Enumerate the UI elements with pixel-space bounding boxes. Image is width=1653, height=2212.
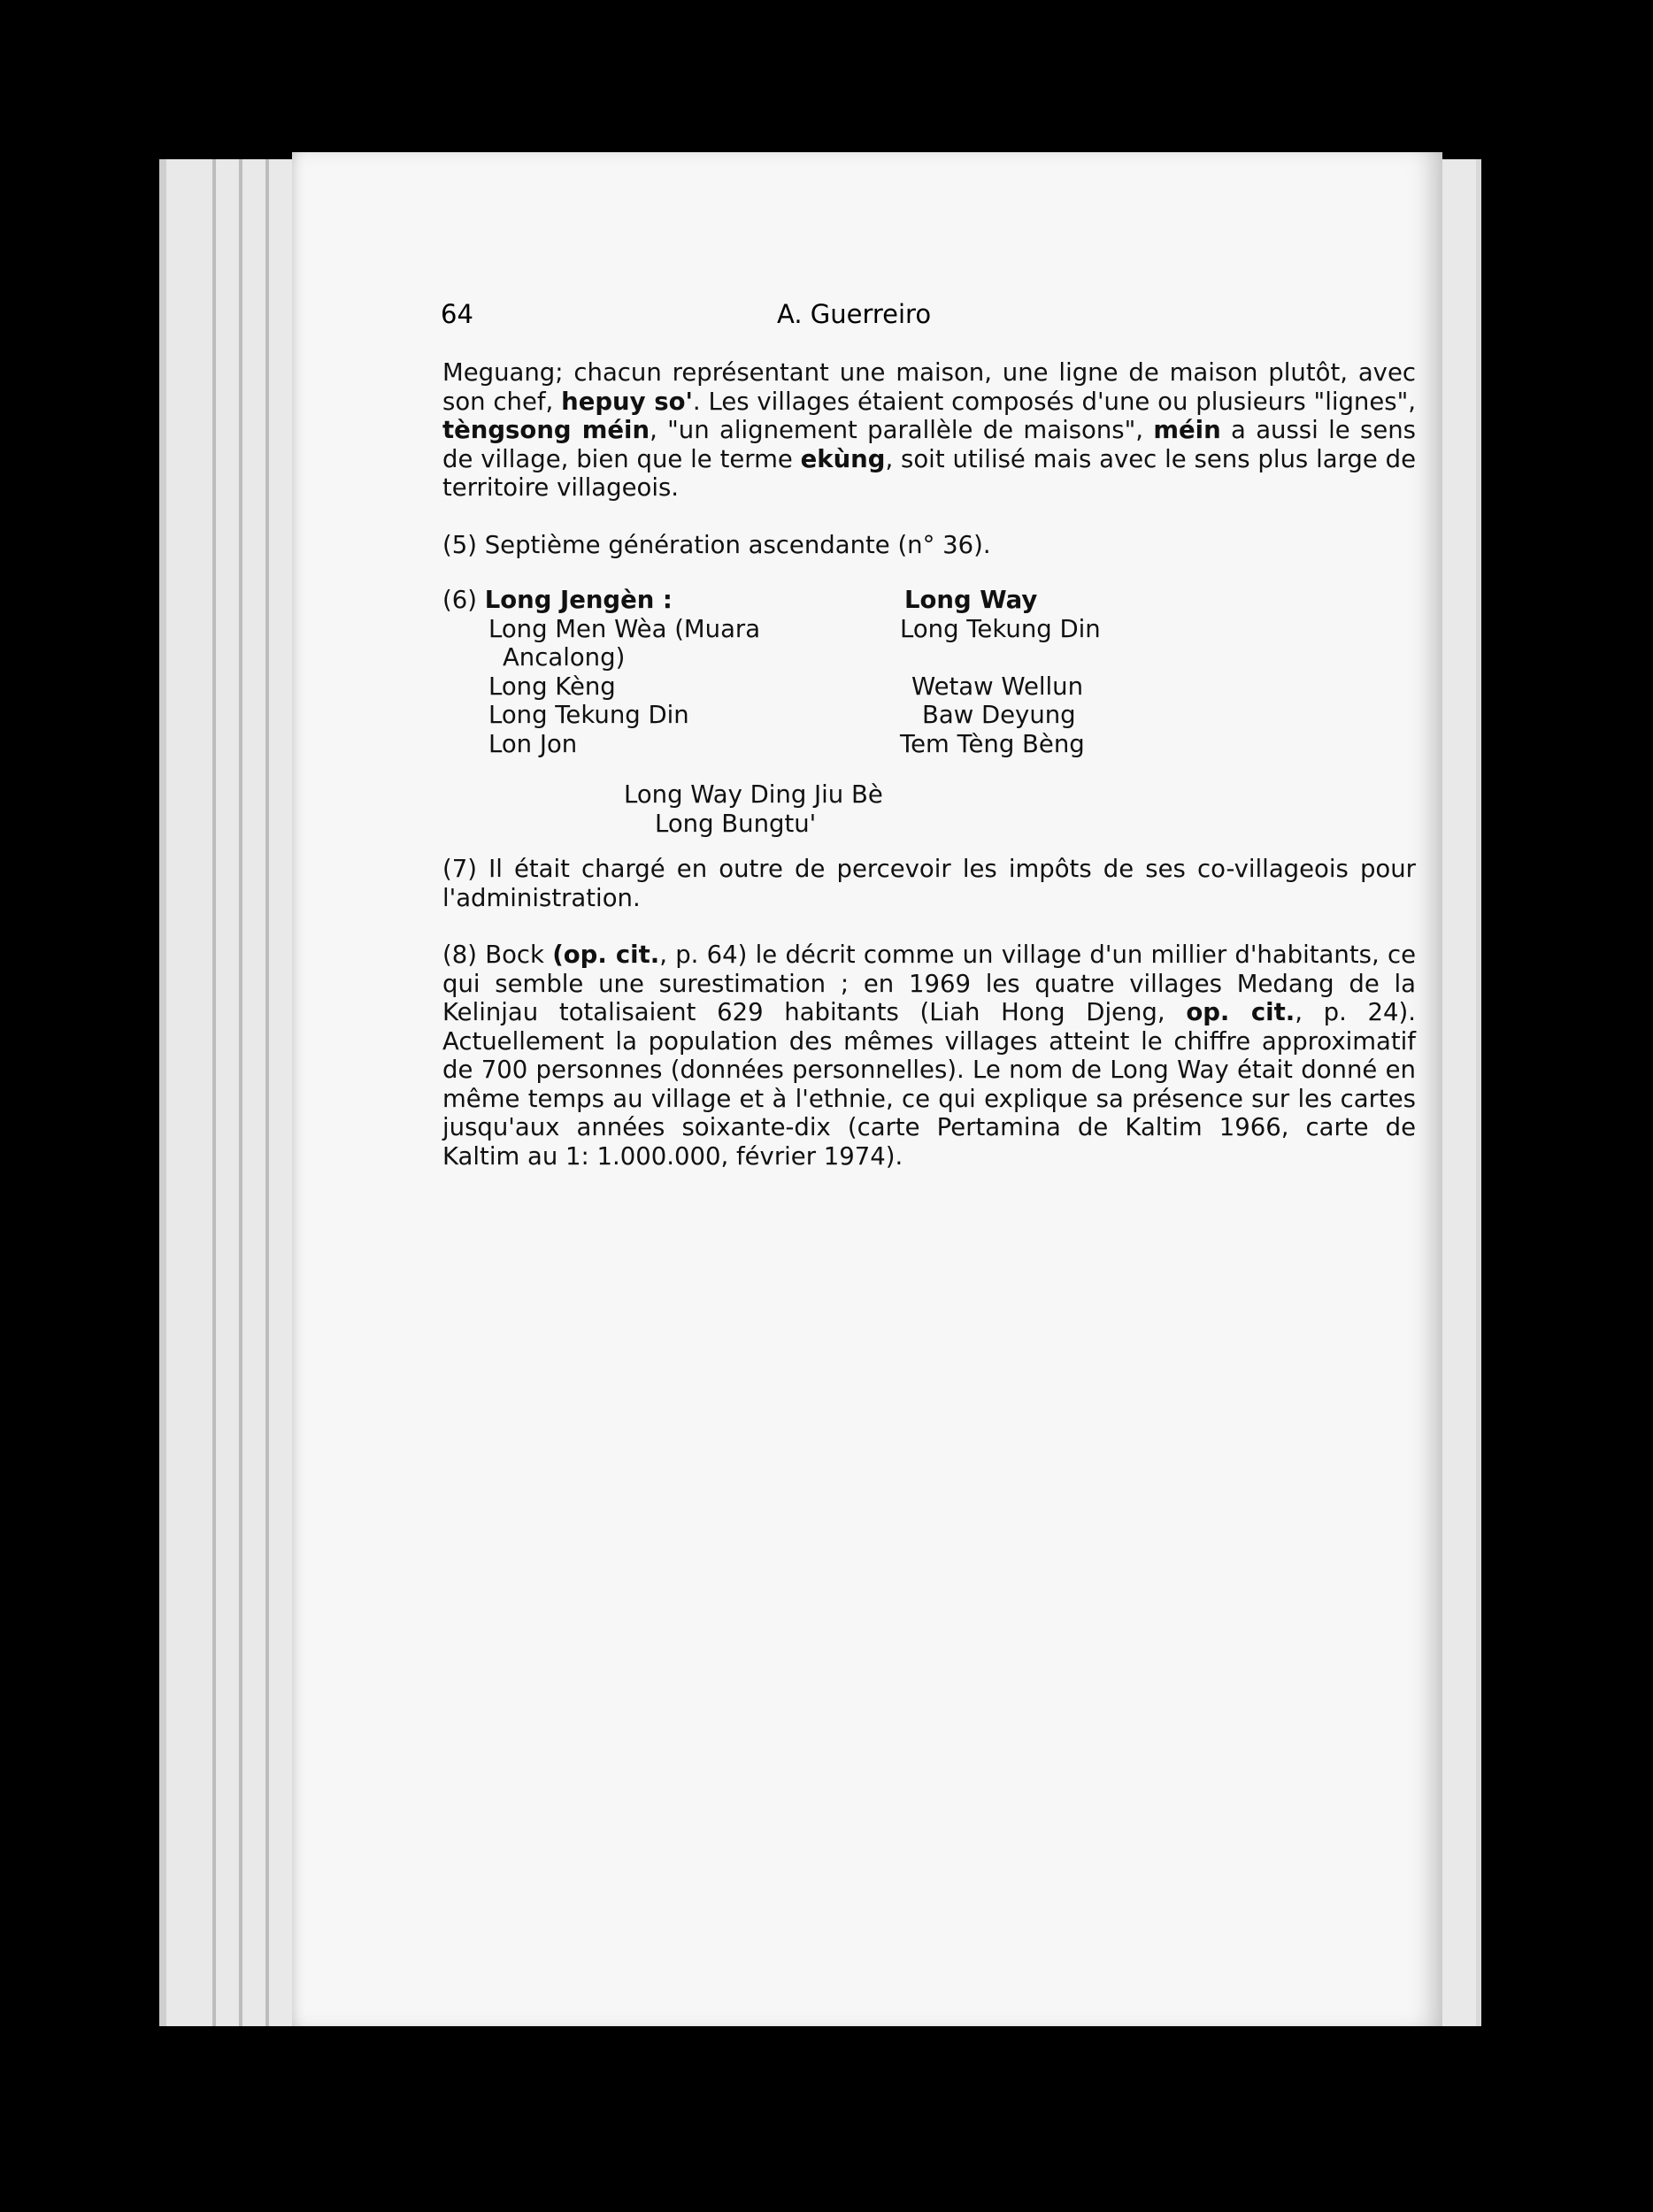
note-6-prefix: (6): [442, 586, 485, 614]
note-6-bottom: [442, 780, 1416, 838]
term-hepuy-so: hepuy so': [561, 387, 693, 416]
term-tengsong-mein: tèngsong méin: [442, 416, 650, 444]
text-run: , p. 24). Actuellement la population des mêmes villages atteint le chiffre approximatif de 700 personnes (données personnelles). Le nom de Long Way était donné en même temps au village et à l'ethnie, ce qui explique sa présence sur les cartes jusqu'aux années soixante-dix (carte Pertamina de Kaltim 1966, carte de Kaltim au 1: 1.000.000, février 1974).: [442, 998, 1416, 1171]
village-item: Tem Tèng Bèng: [900, 729, 1085, 758]
village-item: Long Bungtu': [655, 809, 817, 838]
village-item: Wetaw Wellun: [911, 672, 1084, 701]
village-item: Long Way Ding Jiu Bè: [624, 780, 883, 809]
note-6-left-title: [442, 586, 885, 615]
text-run: , "un alignement parallèle de maisons",: [650, 416, 1154, 444]
term-ekung: ekùng: [800, 444, 886, 473]
op-cit: (op. cit.: [552, 941, 660, 969]
village-item: Long Kèng: [488, 672, 616, 701]
page-number: 64: [441, 299, 473, 329]
text-run: , soit utilisé mais avec le sens plus large de territoire villageois.: [442, 444, 1416, 502]
long-way-title: Long Way: [904, 586, 1038, 614]
village-item: Ancalong): [503, 643, 626, 672]
spacer: [900, 643, 1254, 672]
note-6: [442, 586, 1416, 851]
note-5: (5) Septième génération ascendante (n° 36).: [442, 530, 991, 559]
page-edge: [212, 159, 216, 2026]
village-item: Lon Jon: [488, 729, 578, 758]
op-cit: op. cit.: [1186, 998, 1295, 1026]
page-edge: [239, 159, 242, 2026]
note-7: (7) Il était chargé en outre de percevoir les impôts de ses co-villageois pour l'administration.: [442, 855, 1416, 912]
long-jengen-title: Long Jengèn :: [484, 586, 673, 614]
village-item: Long Men Wèa (Muara: [488, 614, 761, 643]
text-run: , p. 64) le décrit comme un village d'un millier d'habitants, ce qui semble une surestimation ; en 1969 les quatre villages Medang de la Kelinjau totalisaient 629 habitants (Liah Hong Djeng,: [442, 941, 1416, 1026]
intro-paragraph: [442, 358, 1416, 503]
note-6-right-column: [900, 586, 1254, 758]
text-run: . Les villages étaient composés d'une ou plusieurs "lignes",: [692, 387, 1416, 416]
running-head-author: A. Guerreiro: [777, 299, 932, 329]
page-edge: [265, 159, 269, 2026]
note-8: [442, 941, 1416, 1171]
village-item: Baw Deyung: [922, 701, 1076, 729]
village-item: Long Tekung Din: [900, 614, 1101, 643]
page-body: [442, 358, 1416, 1171]
note-6-left-column: [442, 586, 885, 758]
text-run: a aussi le sens de village, bien que le terme: [442, 416, 1416, 473]
term-mein: méin: [1153, 416, 1221, 444]
text-run: Meguang; chacun représentant une maison, une ligne de maison plutôt, avec son chef,: [442, 358, 1416, 416]
text-run: (8) Bock: [442, 941, 553, 969]
village-item: Long Tekung Din: [488, 701, 689, 729]
page-header: [441, 299, 1414, 334]
